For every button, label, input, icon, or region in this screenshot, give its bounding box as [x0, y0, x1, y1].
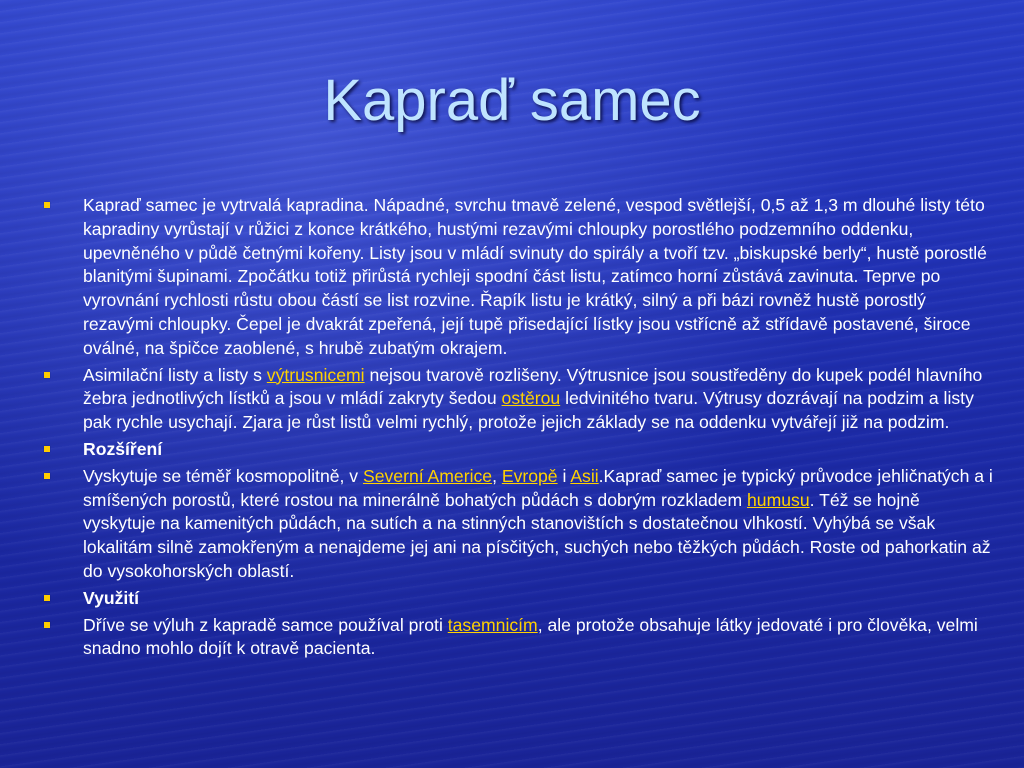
list-item-distribution: [44, 465, 994, 584]
distribution-text-2: ,: [492, 465, 502, 486]
link-vytrusnicemi[interactable]: výtrusnicemi: [266, 364, 365, 385]
list-item-spores: [44, 364, 994, 435]
square-bullet-icon: [44, 372, 50, 378]
link-humus[interactable]: humusu: [747, 489, 810, 510]
square-bullet-icon: [44, 595, 50, 601]
distribution-text-5: . Též se hojně vyskytuje na kamenitých půdách, na sutích a na stinných stanovištích s dostatečnou vlhkostí. Vyhýbá se však lokalitám silně zamokřeným a nenajdeme jej ani na písčitých, suchých nebo těžkých půdách. Roste od pahorkatin až do vysokohorských oblastí.: [83, 489, 991, 581]
distribution-text-4: .Kapraď samec je typický průvodce jehličnatých a i smíšených porostů, které rostou na minerálně bohatých půdách s dobrým rozkladem: [83, 465, 993, 510]
link-tasemnice[interactable]: tasemnicím: [447, 614, 538, 635]
usage-text-1: Dříve se výluh z kapradě samce používal proti: [83, 614, 448, 635]
link-asie[interactable]: Asii: [570, 465, 599, 486]
usage-text-2: , ale protože obsahuje látky jedovaté i pro člověka, velmi snadno mohlo dojít k otravě pacienta.: [83, 614, 978, 659]
distribution-text-1: Vyskytuje se téměř kosmopolitně, v: [83, 465, 363, 486]
spores-text-1: Asimilační listy a listy s: [83, 364, 267, 385]
slide-title: Kapraď samec: [323, 68, 701, 133]
list-item-heading-rozsireni: [44, 438, 994, 462]
heading-rozsireni: Rozšíření: [83, 438, 163, 459]
heading-vyuziti: Využití: [83, 587, 140, 608]
spores-text-3: ledvinitého tvaru. Výtrusy dozrávají na podzim a listy pak rychle usychají. Zjara je růst listů velmi rychlý, protože jejich základy se na oddenku vytvářejí již na podzim.: [83, 388, 974, 433]
description-text: Kapraď samec je vytrvalá kapradina. Nápadné, svrchu tmavě zelené, vespod světlejší, 0,5 až 1,3 m dlouhé listy této kapradiny vyrůstají v růžici z konce krátkého, hustými rezavými chloupky porostlého podzemního oddenku, upevněného v půdě četnými kořeny. Listy jsou v mládí svinuty do spirály a tvoří tzv. „biskupské berly“, hustě porostlé blanitými šupinami. Zpočátku totiž přirůstá rychleji spodní část listu, zatímco horní zůstává zavinuta. Teprve po vyrovnání rychlosti růstu obou částí se list rozvine. Řapík listu je krátký, silný a při bázi rovněž hustě porostlý rezavými chloupky. Čepel je dvakrát zpeřená, její tupě přisedající lístky jsou vstřícně až střídavě postavené, široce oválné, na špičce zaoblené, s hrubě zubatým okrajem.: [83, 195, 987, 358]
list-item-description: [44, 194, 994, 361]
link-severni-amerika[interactable]: Severní Americe: [362, 465, 493, 486]
link-osterou[interactable]: ostěrou: [501, 388, 561, 409]
square-bullet-icon: [44, 473, 50, 479]
list-item-heading-vyuziti: [44, 587, 994, 611]
distribution-text-3: i: [557, 465, 571, 486]
square-bullet-icon: [44, 446, 50, 452]
spores-text-2: nejsou tvarově rozlišeny. Výtrusnice jsou soustředěny do kupek podél hlavního žebra jednotlivých lístků a jsou v mládí zakryty šedou: [83, 364, 983, 409]
link-evropa[interactable]: Evropě: [501, 465, 558, 486]
square-bullet-icon: [44, 202, 50, 208]
list-item-usage: [44, 614, 994, 662]
bullet-list: [44, 194, 994, 664]
square-bullet-icon: [44, 622, 50, 628]
